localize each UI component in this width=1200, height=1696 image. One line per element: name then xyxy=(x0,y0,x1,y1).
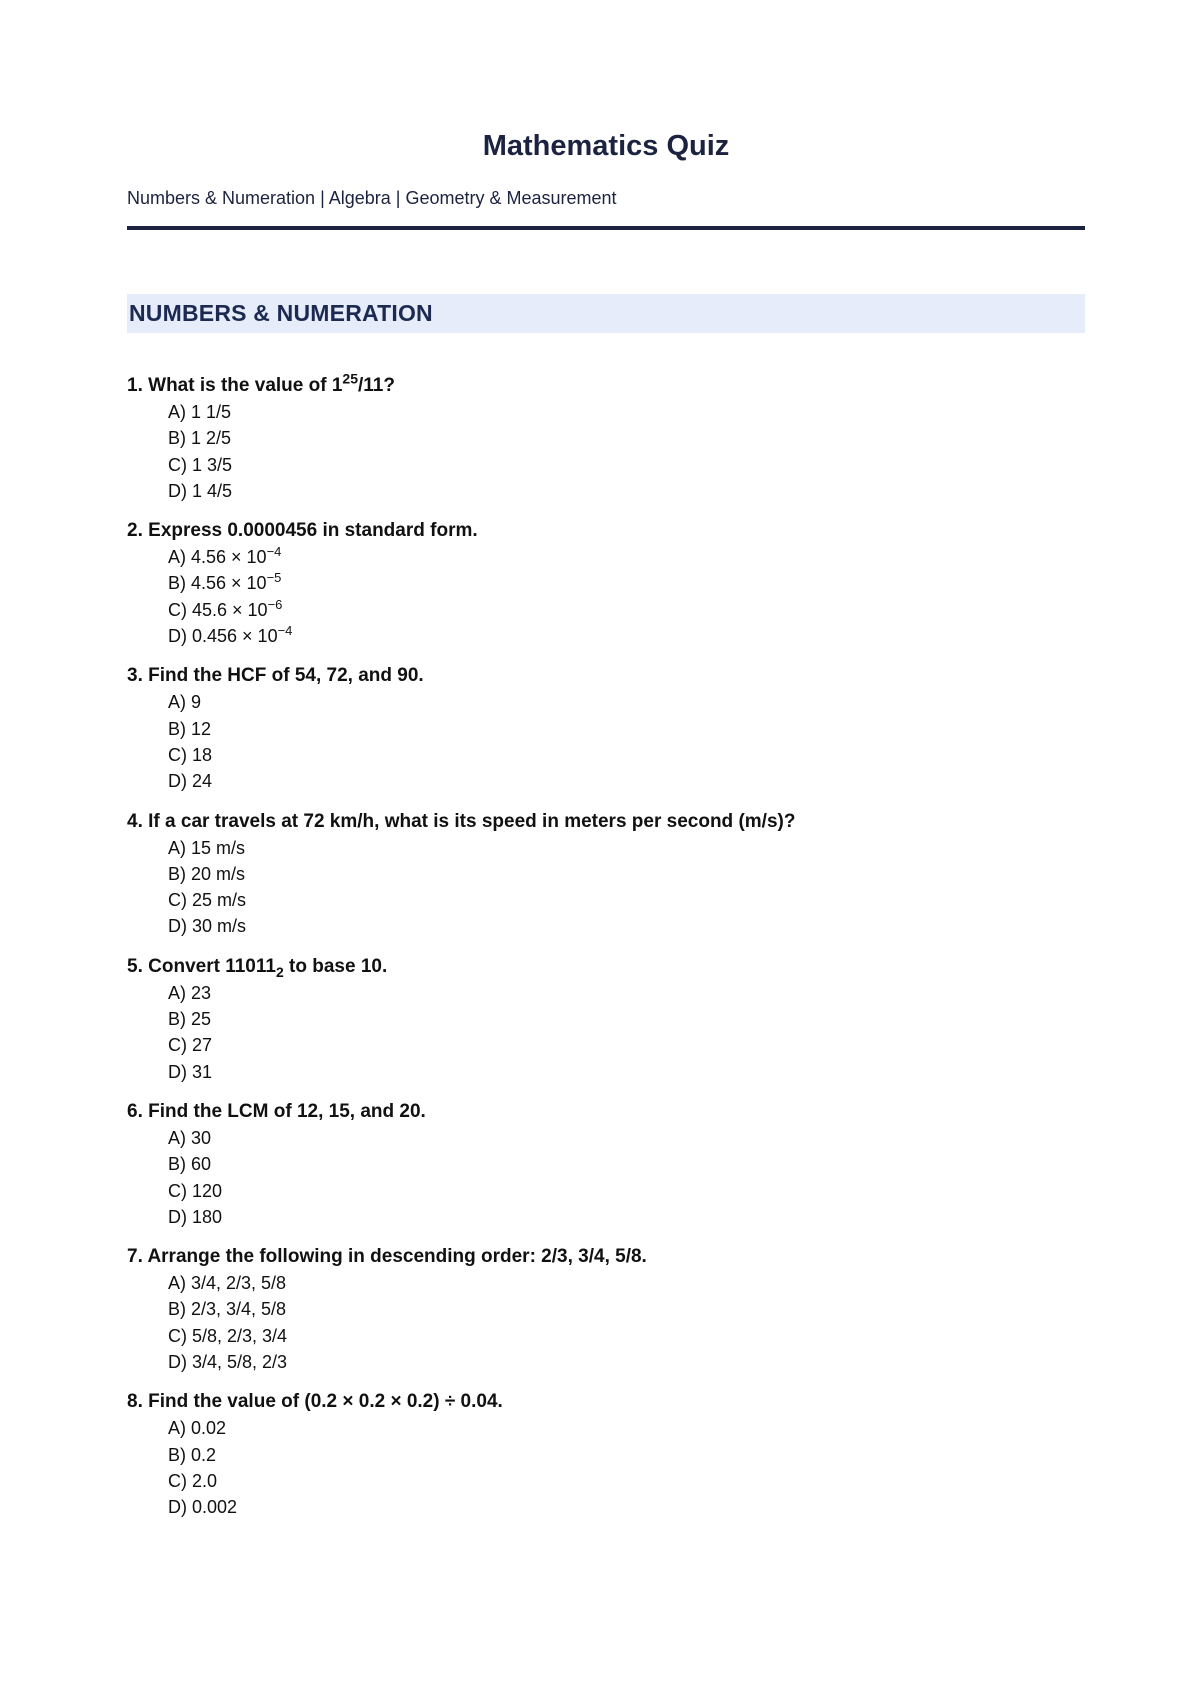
answer-option xyxy=(127,570,1085,596)
text-run: B) 60 xyxy=(168,1154,212,1175)
header-divider xyxy=(127,226,1085,230)
text-run: B) 20 m/s xyxy=(168,863,246,884)
answer-option xyxy=(127,1296,1085,1322)
document-subtitle: Numbers & Numeration | Algebra | Geometry & Measurement xyxy=(127,188,617,208)
text-run: B) 1 2/5 xyxy=(168,428,232,449)
answer-option xyxy=(127,835,1085,861)
text-run: D) 180 xyxy=(168,1206,223,1227)
text-run: C) 18 xyxy=(168,744,213,765)
question-number: 3. xyxy=(127,665,143,687)
superscript: −6 xyxy=(267,596,283,612)
answer-option xyxy=(127,689,1085,715)
question-number: 7. xyxy=(127,1246,143,1268)
answer-option xyxy=(127,1349,1085,1375)
text-run: A) 23 xyxy=(168,982,212,1003)
answer-option xyxy=(127,597,1085,623)
question-number: 8. xyxy=(127,1391,143,1413)
question-stem xyxy=(127,663,1085,689)
superscript: −5 xyxy=(266,570,282,586)
text-run: B) 2/3, 3/4, 5/8 xyxy=(168,1299,287,1320)
text-run: A) 15 m/s xyxy=(168,837,246,858)
text-run: D) 0.456 × 10 xyxy=(168,626,278,647)
question-5 xyxy=(127,954,1085,1085)
text-run: Express 0.0000456 in standard form. xyxy=(148,520,478,542)
text-run: If a car travels at 72 km/h, what is its speed in meters per second (m/s)? xyxy=(148,810,796,832)
question-number: 5. xyxy=(127,955,143,977)
answer-option xyxy=(127,1006,1085,1032)
text-run: C) 27 xyxy=(168,1035,213,1056)
answer-option xyxy=(127,1468,1085,1494)
text-run: A) 4.56 × 10 xyxy=(168,547,267,568)
text-run: D) 24 xyxy=(168,771,213,792)
question-list xyxy=(127,370,1085,1535)
answer-option xyxy=(127,1125,1085,1151)
question-number: 4. xyxy=(127,810,143,832)
answer-option xyxy=(127,1204,1085,1230)
question-stem xyxy=(127,954,1085,980)
answer-options xyxy=(127,980,1085,1085)
answer-option xyxy=(127,544,1085,570)
section-title: NUMBERS & NUMERATION xyxy=(129,300,433,326)
question-7 xyxy=(127,1244,1085,1375)
text-run: C) 25 m/s xyxy=(168,890,247,911)
answer-option xyxy=(127,1178,1085,1204)
question-stem xyxy=(127,1389,1085,1415)
text-run: A) 1 1/5 xyxy=(168,402,232,422)
text-run: Find the value of (0.2 × 0.2 × 0.2) ÷ 0.04. xyxy=(148,1391,503,1413)
answer-option xyxy=(127,1270,1085,1296)
answer-option xyxy=(127,742,1085,768)
text-run: B) 4.56 × 10 xyxy=(168,573,267,594)
question-1 xyxy=(127,370,1085,504)
text-run: /11? xyxy=(357,375,395,396)
text-run: Find the LCM of 12, 15, and 20. xyxy=(148,1100,426,1122)
text-run: A) 0.02 xyxy=(168,1418,227,1439)
answer-options xyxy=(127,1415,1085,1520)
question-stem xyxy=(127,1099,1085,1125)
text-run: What is the value of 1 xyxy=(148,375,343,396)
text-run: B) 25 xyxy=(168,1009,212,1030)
question-6 xyxy=(127,1099,1085,1230)
answer-options xyxy=(127,1125,1085,1230)
text-run: B) 12 xyxy=(168,718,212,739)
text-run: D) 31 xyxy=(168,1061,213,1082)
answer-option xyxy=(127,861,1085,887)
question-4 xyxy=(127,809,1085,940)
text-run: C) 1 3/5 xyxy=(168,454,233,475)
text-run: D) 30 m/s xyxy=(168,916,247,937)
text-run: Find the HCF of 54, 72, and 90. xyxy=(148,665,424,687)
question-number: 1. xyxy=(127,375,143,396)
text-run: D) 3/4, 5/8, 2/3 xyxy=(168,1352,288,1373)
answer-options xyxy=(127,399,1085,504)
answer-option xyxy=(127,913,1085,939)
superscript: −4 xyxy=(277,623,293,639)
question-8 xyxy=(127,1389,1085,1520)
text-run: A) 9 xyxy=(168,692,202,713)
text-run: C) 5/8, 2/3, 3/4 xyxy=(168,1325,288,1346)
superscript: 25 xyxy=(342,370,358,387)
answer-option xyxy=(127,716,1085,742)
text-run: C) 2.0 xyxy=(168,1470,218,1491)
question-number: 2. xyxy=(127,520,143,542)
text-run: A) 30 xyxy=(168,1127,212,1148)
text-run: A) 3/4, 2/3, 5/8 xyxy=(168,1273,287,1294)
answer-option xyxy=(127,1151,1085,1177)
text-run: D) 1 4/5 xyxy=(168,480,233,501)
question-3 xyxy=(127,663,1085,794)
subscript: 2 xyxy=(275,963,284,980)
answer-option xyxy=(127,425,1085,451)
text-run: C) 120 xyxy=(168,1180,223,1201)
question-stem xyxy=(127,370,1085,399)
text-run: to base 10. xyxy=(283,955,388,977)
answer-options xyxy=(127,689,1085,794)
superscript: −4 xyxy=(266,544,282,560)
text-run: Arrange the following in descending order: 2/3, 3/4, 5/8. xyxy=(147,1246,647,1268)
answer-option xyxy=(127,399,1085,425)
text-run: D) 0.002 xyxy=(168,1497,238,1518)
answer-option xyxy=(127,1059,1085,1085)
answer-option xyxy=(127,768,1085,794)
answer-option xyxy=(127,452,1085,478)
answer-option xyxy=(127,1032,1085,1058)
answer-options xyxy=(127,1270,1085,1375)
answer-option xyxy=(127,623,1085,649)
answer-option xyxy=(127,1415,1085,1441)
text-run: B) 0.2 xyxy=(168,1444,217,1465)
answer-option xyxy=(127,1494,1085,1520)
answer-options xyxy=(127,544,1085,649)
answer-option xyxy=(127,887,1085,913)
answer-option xyxy=(127,1442,1085,1468)
text-run: Convert 11011 xyxy=(148,955,276,977)
answer-option xyxy=(127,1323,1085,1349)
answer-option xyxy=(127,478,1085,504)
question-stem xyxy=(127,1244,1085,1270)
answer-options xyxy=(127,835,1085,940)
text-run: C) 45.6 × 10 xyxy=(168,599,268,620)
question-stem xyxy=(127,809,1085,835)
question-stem xyxy=(127,518,1085,544)
question-number: 6. xyxy=(127,1100,143,1122)
question-2 xyxy=(127,518,1085,649)
answer-option xyxy=(127,980,1085,1006)
document-title: Mathematics Quiz xyxy=(482,130,730,162)
